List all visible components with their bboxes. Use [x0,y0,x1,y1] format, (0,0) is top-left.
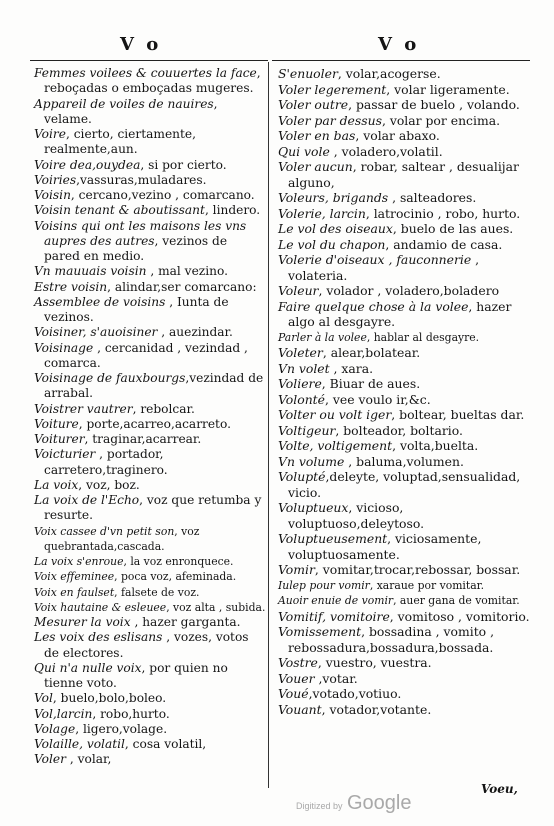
entry-translation: , salteadores. [388,190,477,205]
entry-translation: , la voz enronquece. [123,555,234,568]
right-column [278,66,540,717]
entry-translation: , velame. [44,96,218,126]
entry-headword: Le vol des oiseaux [278,221,393,236]
entry-headword: Volte, voltigement [278,438,393,453]
dictionary-entry [34,722,266,737]
entry-headword: S'enuoler [278,66,338,81]
dictionary-entry [278,252,540,283]
entry-translation: , por quien no tienne voto. [44,660,228,690]
entry-headword: Voler outre [278,97,349,112]
entry-translation: , robo,hurto. [92,706,170,721]
entry-translation: ,vezindad de arrabal. [44,371,264,401]
dictionary-entry [34,585,266,600]
dictionary-entry [278,609,540,625]
entry-translation: , volateria. [288,252,480,283]
entry-headword: Voiries [34,172,77,187]
entry-headword: Vol,larcin [34,706,93,721]
dictionary-entry [278,454,540,470]
dictionary-entry [278,361,540,377]
dictionary-entry [34,661,266,692]
entry-translation: , auer gana de vomitar. [393,594,520,607]
entry-headword: Voix cassee d'vn petit son [34,524,175,538]
dictionary-entry [278,221,540,237]
entry-translation: , volar,acogerse. [337,66,441,81]
entry-translation: , buelo de las aues. [392,221,514,236]
dictionary-entry [34,447,266,478]
entry-headword: Voliere [278,376,322,391]
entry-headword: Vol [34,691,53,706]
dictionary-entry [34,524,266,555]
dictionary-entry [34,325,266,340]
entry-translation: , poca voz, afeminada. [114,570,237,584]
dictionary-entry [34,600,266,615]
dictionary-entry [34,173,266,188]
entry-headword: Volonté [278,391,325,407]
dictionary-entry [278,531,540,562]
entry-translation: , vomitar,trocar,rebossar, bossar. [314,562,521,577]
entry-headword: Volter ou volt iger [278,407,392,422]
entry-translation: , hablar al desgayre. [366,330,480,344]
entry-translation: , hazer algo al desgayre. [288,298,512,329]
dictionary-entry [34,127,266,158]
entry-headword: Faire quelque chose à la volee [278,298,469,314]
entry-headword: Voisins qui ont les maisons les vns aupres des autres [34,218,247,248]
entry-headword: Voler aucun [278,159,353,174]
entry-translation: , voladero,volatil. [329,143,443,159]
entry-translation: , passar de buelo , volando. [348,97,520,112]
dictionary-entry [34,203,266,218]
entry-headword: Voiture [34,416,79,431]
dictionary-entry [278,190,540,206]
dictionary-entry [278,702,540,718]
entry-translation: , viciosamente, voluptuosamente. [288,531,482,562]
entry-translation: , mal vezino. [146,264,228,279]
dictionary-entry [34,97,266,128]
entry-translation: , xaraue por vomitar. [369,578,485,592]
entry-translation: , ligero,volage. [75,721,168,736]
dictionary-entry [34,219,266,265]
dictionary-entry [278,345,540,361]
dictionary-entry [34,188,266,203]
dictionary-entry [34,280,266,295]
dictionary-entry [278,144,540,160]
entry-headword: Voltigeur [278,422,336,438]
entry-headword: Auoir enuie de vomir [278,594,394,607]
dictionary-entry [278,330,540,346]
dictionary-entry [34,432,266,447]
entry-headword: Voluptueusement [278,531,388,546]
entry-headword: Vostre [278,655,318,670]
entry-headword: Volupté [278,469,326,484]
entry-translation: , porte,acarreo,acarreto. [78,416,231,431]
entry-translation: , volar, [65,752,112,767]
entry-translation: , cercano,vezino , comarcano. [70,188,255,202]
google-watermark [296,792,411,815]
dictionary-entry [34,707,266,722]
entry-headword: Voleter [278,345,323,360]
entry-translation: , auezindar. [157,325,233,340]
dictionary-entry [278,237,540,253]
entry-headword: Voisin [34,188,71,202]
entry-translation: , lindero. [204,203,261,218]
dictionary-entry [278,686,540,702]
entry-translation: , votador,votante. [321,701,432,717]
dictionary-entry [278,113,540,129]
entry-translation: , vicioso, voluptuoso,deleytoso. [288,500,425,531]
entry-translation: , alear,bolatear. [322,345,421,360]
entry-headword: Parler à la volee [278,330,367,344]
entry-headword: Vomitif, vomitoire [278,608,390,624]
entry-translation: , boltear, bueltas dar. [391,407,525,422]
entry-headword: Voler [34,752,66,767]
entry-headword: Qui vole [278,143,330,159]
entry-headword: Voisin tenant & aboutissant [34,203,205,218]
entry-headword: Le vol du chapon [278,236,386,252]
dictionary-entry [34,737,266,752]
dictionary-entry [34,615,266,630]
dictionary-entry [34,417,266,432]
dictionary-entry [34,158,266,173]
dictionary-entry [34,493,266,524]
entry-headword: Appareil de voiles de nauires [34,96,214,111]
entry-headword: Vn volume [278,453,345,469]
dictionary-entry [278,593,540,609]
dictionary-entry [34,569,266,584]
entry-translation: , volar abaxo. [355,128,440,143]
entry-translation: , andamio de casa. [385,236,503,252]
entry-headword: Iulep pour vomir [278,578,370,592]
entry-translation: , cierto, ciertamente, realmente,aun. [44,127,196,157]
entry-headword: Voler par dessus [278,112,382,128]
entry-translation: , robar, saltear , desualijar alguno, [288,159,519,190]
dictionary-entry [278,206,540,222]
dictionary-entry [278,283,540,299]
entry-translation: , Iunta de vezinos. [44,294,229,324]
entry-headword: Voire [34,127,66,141]
entry-translation: , Biuar de aues. [321,376,421,391]
dictionary-entry [278,128,540,144]
entry-translation: , xara. [329,360,374,376]
entry-translation: , vezinos de pared en medio. [44,233,228,263]
entry-headword: Assemblee de voisins [34,294,166,309]
entry-translation: , si por cierto. [140,157,227,172]
dictionary-entry [278,469,540,500]
entry-translation: , volador , voladero,boladero [318,283,500,298]
entry-headword: La voix de l'Echo [34,493,140,507]
entry-translation: , latrocinio , robo, hurto. [365,205,521,221]
dictionary-entry [278,500,540,531]
entry-headword: Vomir [278,562,315,577]
entry-translation: , cosa volatil, [124,737,207,751]
dictionary-entry [278,624,540,655]
catchword: Voeu, [481,782,518,796]
dictionary-entry [34,295,266,326]
dictionary-entry [278,438,540,454]
dictionary-entry [278,299,540,330]
entry-headword: Femmes voilees & couuertes la face [34,66,257,80]
dictionary-entry [278,423,540,439]
entry-translation: , vuestro, vuestra. [317,655,432,670]
dictionary-entry [278,66,540,82]
dictionary-entry [278,392,540,408]
header-right: V o [378,34,420,55]
dictionary-entry [34,554,266,569]
entry-translation: , falsete de voz. [114,585,200,599]
entry-headword: Voix effeminee [34,570,115,584]
dictionary-entry [34,691,266,706]
entry-headword: Volerie d'oiseaux , fauconnerie [278,252,472,267]
entry-headword: Voicturier [34,447,96,462]
dictionary-entry [34,752,266,767]
entry-translation: ,votar. [314,670,358,686]
entry-headword: Vomissement [278,624,362,639]
dictionary-entry [34,371,266,402]
dictionary-entry [278,655,540,671]
entry-translation: ,vassuras,muladares. [76,172,207,187]
entry-headword: Vouant [278,701,322,717]
dictionary-entry [278,407,540,423]
dictionary-entry [34,630,266,661]
entry-headword: Voluptueux [278,500,349,515]
entry-translation: , buelo,bolo,boleo. [52,691,167,706]
watermark-name: Google [346,792,412,814]
entry-translation: , bolteador, boltario. [335,422,463,438]
entry-headword: Volaille, volatil [34,737,125,751]
dictionary-entry [278,82,540,98]
entry-headword: Volerie, larcin [278,205,366,221]
dictionary-entry [34,402,266,417]
entry-translation: , vomitoso , vomitorio. [389,608,530,624]
dictionary-entry [34,341,266,372]
entry-headword: Qui n'a nulle voix [34,660,142,675]
entry-headword: Les voix des eslisans [34,630,163,645]
header-rule-left [30,60,268,61]
entry-headword: Mesurer la voix [34,615,131,629]
dictionary-entry [34,264,266,279]
entry-translation: , vee voulo ir,&c. [324,391,431,407]
dictionary-entry [34,478,266,493]
entry-translation: ,deleyte, voluptad,sensualidad, vicio. [288,469,521,500]
entry-translation: , portador, carretero,traginero. [44,447,168,477]
entry-translation: , voz alta , subida. [166,600,266,614]
entry-headword: Voiturer [34,432,85,446]
entry-headword: Voleur [278,283,319,298]
entry-translation: , voz quebrantada,cascada. [44,524,200,553]
entry-headword: Voisiner, s'auoisiner [34,325,158,340]
entry-translation: ,votado,votiuo. [308,686,402,701]
entry-translation: , volar ligeramente. [386,81,510,97]
entry-translation: , cercanidad , vezindad , comarca. [44,340,248,370]
entry-translation: , baluma,volumen. [344,453,464,469]
entry-headword: Voisinage [34,340,94,355]
entry-headword: Voisinage de fauxbourgs [34,371,186,385]
entry-headword: Voler legerement [278,81,387,97]
dictionary-entry [278,376,540,392]
entry-headword: Voistrer vautrer [34,401,133,416]
entry-translation: , alindar,ser comarcano: [107,279,257,294]
entry-headword: Volage [34,721,76,736]
dictionary-entry [278,671,540,687]
entry-headword: Vn volet [278,360,330,376]
entry-headword: Voix hautaine & esleuee [34,600,167,614]
entry-headword: Vn mauuais voisin [34,264,147,279]
dictionary-entry [278,97,540,113]
header-left: V o [120,34,162,55]
entry-headword: Vouer [278,670,315,686]
entry-headword: La voix s'enroue [34,555,124,568]
entry-translation: , hazer garganta. [130,615,241,629]
entry-translation: , rebolcar. [132,401,195,416]
entry-headword: Voire dea,ouydea [34,157,141,172]
entry-headword: Voleurs, brigands [278,190,389,205]
entry-translation: , volar por encima. [381,112,501,128]
dictionary-entry [278,562,540,578]
entry-translation: , reboçadas o emboçadas mugeres. [44,66,261,96]
running-header [0,34,554,60]
entry-headword: Voué [278,686,309,701]
entry-headword: Voix en faulset [34,585,115,599]
dictionary-entry [278,578,540,594]
watermark-prefix: Digitized by [296,801,343,811]
entry-headword: Estre voisin [34,279,108,294]
entry-headword: Voler en bas [278,128,356,143]
dictionary-entry [34,66,266,97]
entry-translation: , voz, boz. [78,477,140,492]
entry-translation: , vozes, votos de electores. [44,630,249,660]
left-column [34,66,266,768]
dictionary-entry [278,159,540,190]
entry-translation: , volta,buelta. [392,438,479,453]
entry-translation: , voz que retumba y resurte. [44,493,262,523]
entry-translation: , bossadina , vomito , rebossadura,bossadura,bossada. [288,624,495,655]
header-rule-right [272,60,530,61]
column-divider [268,62,269,788]
entry-headword: La voix [34,477,79,492]
entry-translation: , traginar,acarrear. [84,432,202,446]
